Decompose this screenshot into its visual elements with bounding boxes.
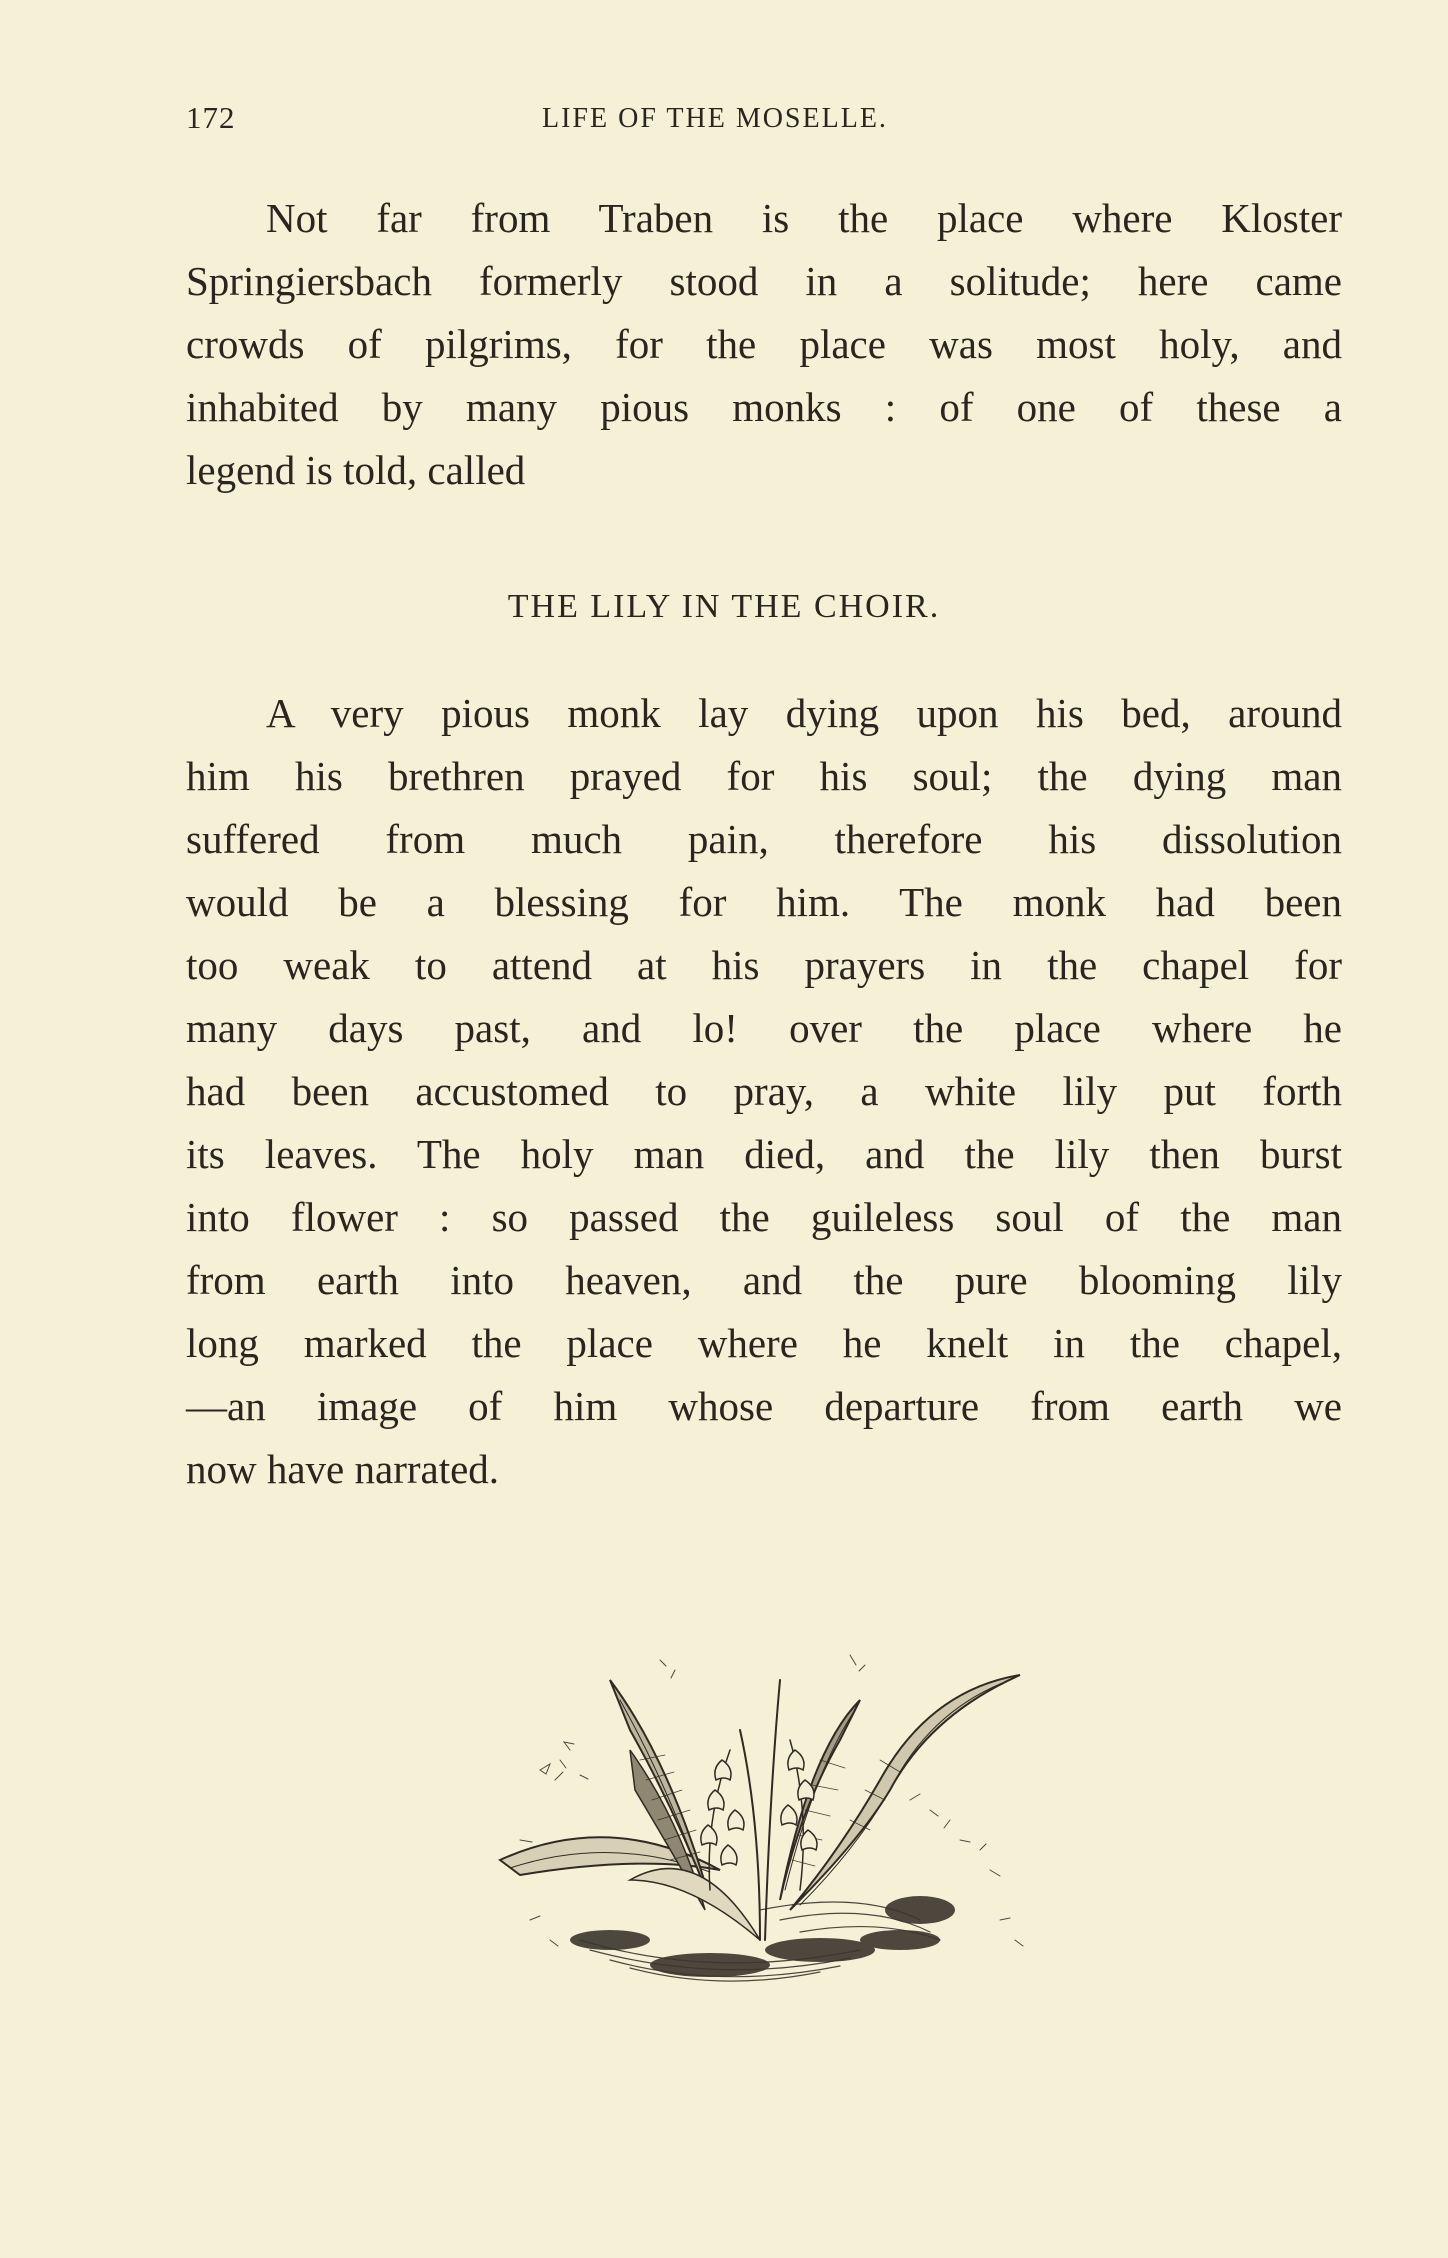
text-line: into flower : so passed the guileless soul of the man (186, 1194, 1342, 1240)
text-line: now have narrated. (186, 1446, 500, 1492)
text-line: from earth into heaven, and the pure blooming lily (186, 1257, 1342, 1303)
paragraph-legend (186, 682, 1342, 1501)
text-line: crowds of pilgrims, for the place was most holy, and (186, 321, 1342, 367)
text-line: too weak to attend at his prayers in the chapel for (186, 942, 1342, 988)
text-line: Not far from Traben is the place where Kloster (266, 195, 1342, 241)
text-line: would be a blessing for him. The monk had been (186, 879, 1342, 925)
text-line: suffered from much pain, therefore his dissolution (186, 816, 1342, 862)
text-line: —an image of him whose departure from earth we (186, 1383, 1342, 1429)
text-line: long marked the place where he knelt in the chapel, (186, 1320, 1342, 1366)
text-line: many days past, and lo! over the place where he (186, 1005, 1342, 1051)
text-line: Springiersbach formerly stood in a solitude; here came (186, 258, 1342, 304)
lily-of-the-valley-vignette-icon (460, 1640, 1080, 2000)
page-number: 172 (186, 100, 236, 135)
text-line: its leaves. The holy man died, and the lily then burst (186, 1131, 1342, 1177)
text-line: him his brethren prayed for his soul; the dying man (186, 753, 1342, 799)
text-line: inhabited by many pious monks : of one of these a (186, 384, 1342, 430)
section-heading: THE LILY IN THE CHOIR. (507, 588, 941, 625)
text-line: A very pious monk lay dying upon his bed, around (266, 690, 1342, 736)
text-line: had been accustomed to pray, a white lily put forth (186, 1068, 1342, 1114)
text-line: legend is told, called (186, 447, 526, 493)
paragraph-intro (186, 187, 1342, 502)
running-head: LIFE OF THE MOSELLE. (542, 103, 888, 134)
